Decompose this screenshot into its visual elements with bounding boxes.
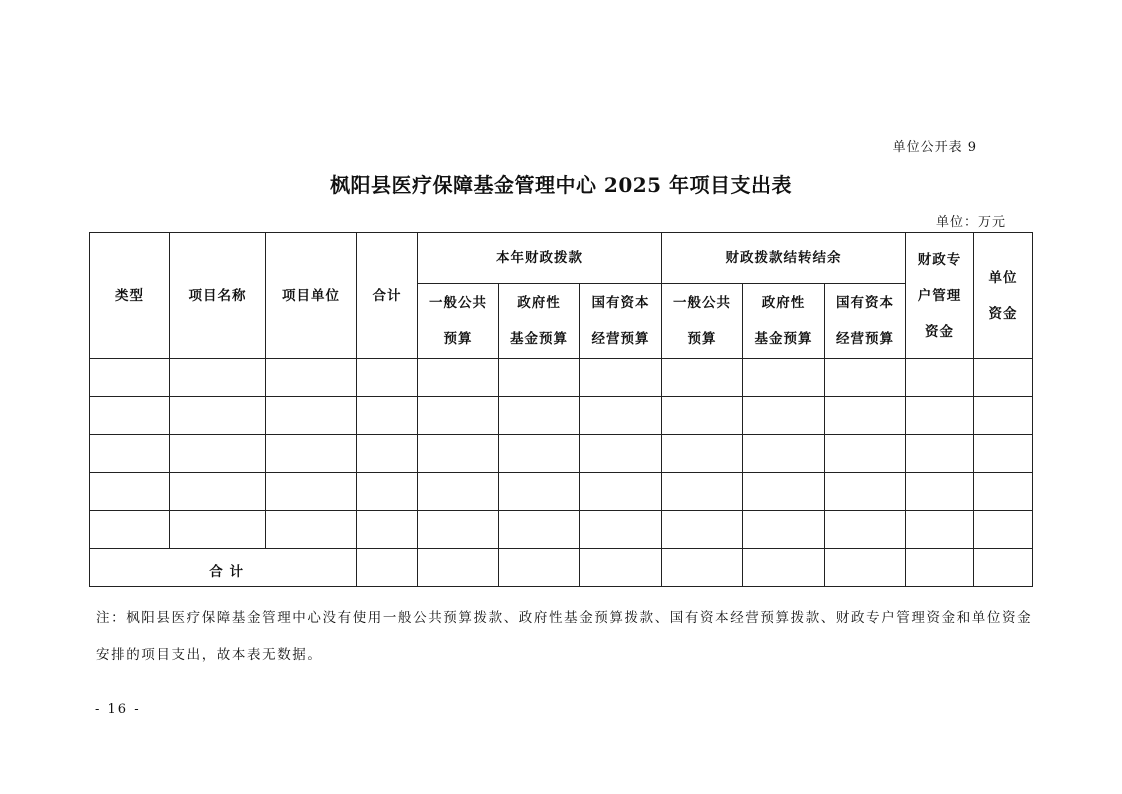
header-carryover-stateowned-budget [825,284,906,359]
table-row [90,511,1033,549]
header-line: 预算 [443,331,473,347]
table-row [90,359,1033,397]
table-row [90,473,1033,511]
cell [418,435,499,473]
cell [974,511,1033,549]
cell [170,359,266,397]
cell [743,473,825,511]
total-row [90,549,1033,587]
page-title: 枫阳县医疗保障基金管理中心 2025 年项目支出表 [329,173,793,197]
header-line: 一般公共 [429,295,487,311]
header-line: 基金预算 [510,331,568,347]
header-row-1 [90,233,1033,284]
cell [662,435,743,473]
cell [662,511,743,549]
header-line: 经营预算 [591,331,650,347]
cell [906,549,974,587]
cell [974,435,1033,473]
cell [499,511,580,549]
header-special-line-2: 户管理 [917,287,962,304]
header-carryover-general-budget [662,284,743,359]
cell [90,511,170,549]
cell [825,397,906,435]
cell [170,511,266,549]
cell [90,397,170,435]
cell [499,549,580,587]
header-current-year-appropriation: 本年财政拨款 [418,233,662,284]
header-current-govfund-budget [499,284,580,359]
cell [825,549,906,587]
header-line: 国有资本 [591,295,650,311]
cell [906,435,974,473]
cell [266,473,357,511]
cell [90,359,170,397]
header-project-unit: 项目单位 [266,233,357,359]
cell [357,549,418,587]
cell [662,473,743,511]
cell [499,435,580,473]
cell [906,511,974,549]
cell [974,549,1033,587]
table-note: 注：枫阳县医疗保障基金管理中心没有使用一般公共预算拨款、政府性基金预算拨款、国有资本经营预算拨款、财政专户管理资金和单位资金安排的项目支出，故本表无数据。 [96,610,1033,663]
cell [418,397,499,435]
cell [580,511,662,549]
cell [662,359,743,397]
cell [266,359,357,397]
header-project-name: 项目名称 [170,233,266,359]
cell [266,435,357,473]
cell [825,511,906,549]
header-line: 国有资本 [836,295,895,311]
cell [499,397,580,435]
cell [743,435,825,473]
cell [825,359,906,397]
project-expenditure-table [89,232,1033,587]
header-total: 合计 [357,233,418,359]
cell [662,397,743,435]
header-special-line-3: 资金 [925,323,955,340]
cell [357,511,418,549]
cell [580,359,662,397]
header-line: 经营预算 [836,331,895,347]
cell [499,359,580,397]
cell [906,359,974,397]
cell [357,397,418,435]
total-row-label: 合 计 [90,549,357,587]
header-line: 预算 [687,331,717,347]
header-line: 政府性 [761,295,806,311]
cell [418,511,499,549]
cell [90,473,170,511]
header-current-stateowned-budget [580,284,662,359]
cell [170,397,266,435]
header-carryover-govfund-budget [743,284,825,359]
cell [170,473,266,511]
page-number: - 16 - [95,702,141,717]
header-carryover-balance: 财政拨款结转结余 [662,233,906,284]
header-line: 政府性 [517,295,561,311]
cell [357,359,418,397]
table-row [90,397,1033,435]
header-unit-fund-line-1: 单位 [988,269,1018,286]
document-label: 单位公开表 9 [892,140,977,155]
cell [974,359,1033,397]
cell [580,549,662,587]
table-row [90,435,1033,473]
cell [743,359,825,397]
cell [743,397,825,435]
cell [418,473,499,511]
header-current-general-budget [418,284,499,359]
cell [580,397,662,435]
header-line: 一般公共 [673,295,732,311]
cell [580,473,662,511]
unit-label: 单位：万元 [935,215,1006,230]
cell [357,473,418,511]
cell [974,473,1033,511]
cell [743,511,825,549]
header-special-account-fund [906,233,974,359]
cell [580,435,662,473]
cell [90,435,170,473]
cell [266,397,357,435]
cell [906,397,974,435]
header-line: 基金预算 [754,331,813,347]
header-special-line-1: 财政专 [917,251,962,268]
cell [974,397,1033,435]
cell [825,435,906,473]
header-unit-fund [974,233,1033,359]
cell [266,511,357,549]
cell [170,435,266,473]
cell [743,549,825,587]
cell [499,473,580,511]
cell [906,473,974,511]
cell [825,473,906,511]
cell [662,549,743,587]
header-type: 类型 [90,233,170,359]
cell [418,549,499,587]
header-unit-fund-line-2: 资金 [988,305,1018,322]
cell [418,359,499,397]
cell [357,435,418,473]
